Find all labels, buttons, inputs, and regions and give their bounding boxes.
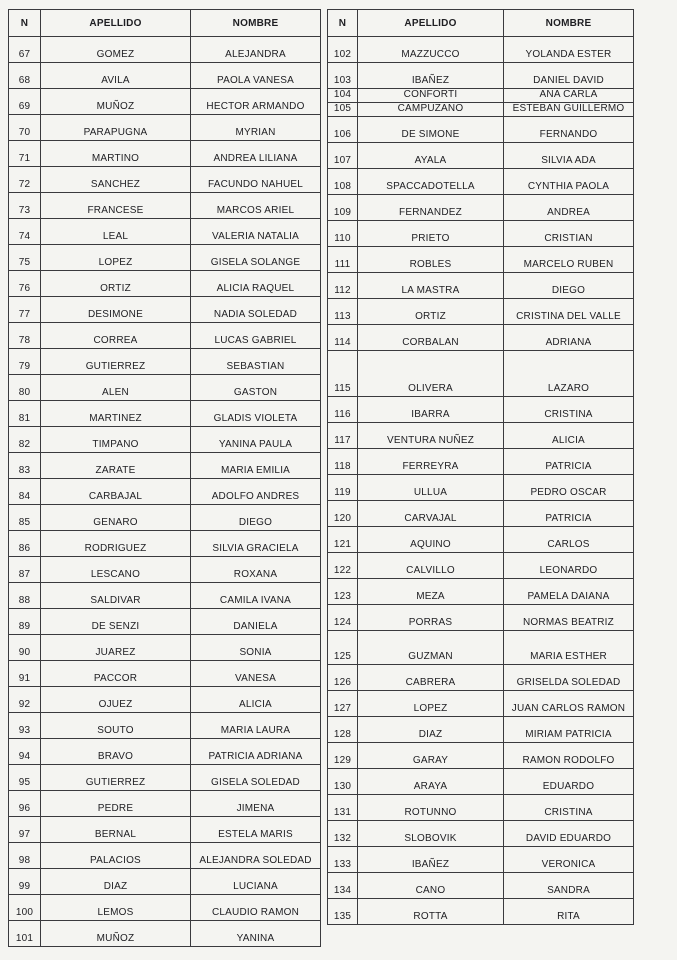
row-nombre: ADRIANA (504, 325, 634, 351)
row-apellido: DE SIMONE (358, 117, 504, 143)
row-nombre: LEONARDO (504, 553, 634, 579)
row-apellido: ROTTA (358, 899, 504, 925)
row-apellido: DIAZ (358, 717, 504, 743)
table-row (9, 869, 321, 895)
table-row (328, 273, 634, 299)
row-number: 88 (9, 583, 41, 609)
row-number: 101 (9, 921, 41, 947)
left-table (8, 9, 321, 947)
row-number: 79 (9, 349, 41, 375)
table-row (328, 717, 634, 743)
left-table-body (9, 37, 321, 947)
row-number: 72 (9, 167, 41, 193)
header-row (328, 10, 634, 37)
row-nombre: ALICIA RAQUEL (191, 271, 321, 297)
row-apellido: AYALA (358, 143, 504, 169)
row-nombre: PATRICIA (504, 449, 634, 475)
row-apellido: MEZA (358, 579, 504, 605)
row-number: 119 (328, 475, 358, 501)
table-row (9, 557, 321, 583)
row-apellido: CORBALAN (358, 325, 504, 351)
table-row (9, 63, 321, 89)
row-nombre: GRISELDA SOLEDAD (504, 665, 634, 691)
table-row (328, 821, 634, 847)
row-number: 113 (328, 299, 358, 325)
table-row (9, 219, 321, 245)
row-nombre: NORMAS BEATRIZ (504, 605, 634, 631)
row-nombre: DAVID EDUARDO (504, 821, 634, 847)
row-number: 114 (328, 325, 358, 351)
row-apellido: BERNAL (41, 817, 191, 843)
row-number: 98 (9, 843, 41, 869)
table-row (9, 89, 321, 115)
row-apellido: LOPEZ (358, 691, 504, 717)
row-number: 85 (9, 505, 41, 531)
row-nombre: YANINA (191, 921, 321, 947)
row-apellido: SANCHEZ (41, 167, 191, 193)
row-apellido: ORTIZ (358, 299, 504, 325)
row-apellido: IBARRA (358, 397, 504, 423)
table-row (328, 899, 634, 925)
table-row (328, 143, 634, 169)
row-number: 71 (9, 141, 41, 167)
row-number: 112 (328, 273, 358, 299)
row-nombre: GLADIS VIOLETA (191, 401, 321, 427)
row-nombre: MIRIAM PATRICIA (504, 717, 634, 743)
table-row (328, 221, 634, 247)
row-apellido: OJUEZ (41, 687, 191, 713)
row-number: 115 (328, 351, 358, 397)
row-nombre: PAOLA VANESA (191, 63, 321, 89)
row-nombre: GISELA SOLEDAD (191, 765, 321, 791)
row-apellido: CORREA (41, 323, 191, 349)
row-nombre: VERONICA (504, 847, 634, 873)
table-row (9, 583, 321, 609)
row-nombre: ANDREA LILIANA (191, 141, 321, 167)
row-nombre: ALEJANDRA (191, 37, 321, 63)
row-nombre: GASTON (191, 375, 321, 401)
row-nombre: YANINA PAULA (191, 427, 321, 453)
row-number: 69 (9, 89, 41, 115)
row-nombre: RAMON RODOLFO (504, 743, 634, 769)
row-number: 133 (328, 847, 358, 873)
table-row (9, 739, 321, 765)
row-number: 106 (328, 117, 358, 143)
row-apellido: GENARO (41, 505, 191, 531)
row-apellido: MARTINO (41, 141, 191, 167)
row-apellido: ALEN (41, 375, 191, 401)
row-number: 116 (328, 397, 358, 423)
row-nombre: PATRICIA ADRIANA (191, 739, 321, 765)
row-number: 123 (328, 579, 358, 605)
row-number: 129 (328, 743, 358, 769)
table-row (328, 247, 634, 273)
row-number: 110 (328, 221, 358, 247)
row-apellido: CAMPUZANO (358, 103, 504, 117)
row-nombre: MARCELO RUBEN (504, 247, 634, 273)
table-row (328, 103, 634, 117)
table-row (328, 89, 634, 103)
row-nombre: SEBASTIAN (191, 349, 321, 375)
table-row (9, 635, 321, 661)
table-row (328, 527, 634, 553)
row-nombre: MARIA ESTHER (504, 631, 634, 665)
table-row (328, 195, 634, 221)
column-header-apellido: APELLIDO (358, 10, 504, 37)
row-number: 80 (9, 375, 41, 401)
row-apellido: PACCOR (41, 661, 191, 687)
row-apellido: CANO (358, 873, 504, 899)
table-row (9, 349, 321, 375)
row-number: 82 (9, 427, 41, 453)
table-row (9, 661, 321, 687)
row-number: 83 (9, 453, 41, 479)
row-apellido: CONFORTI (358, 89, 504, 103)
row-number: 94 (9, 739, 41, 765)
table-row (328, 691, 634, 717)
table-row (9, 297, 321, 323)
row-apellido: ULLUA (358, 475, 504, 501)
table-row (328, 873, 634, 899)
row-nombre: CRISTINA DEL VALLE (504, 299, 634, 325)
row-apellido: AVILA (41, 63, 191, 89)
row-apellido: GUTIERREZ (41, 765, 191, 791)
row-nombre: ADOLFO ANDRES (191, 479, 321, 505)
row-nombre: MARIA LAURA (191, 713, 321, 739)
row-number: 130 (328, 769, 358, 795)
row-number: 75 (9, 245, 41, 271)
row-nombre: CARLOS (504, 527, 634, 553)
row-number: 109 (328, 195, 358, 221)
row-number: 126 (328, 665, 358, 691)
table-row (9, 817, 321, 843)
row-number: 132 (328, 821, 358, 847)
table-row (9, 375, 321, 401)
table-row (328, 665, 634, 691)
row-nombre: YOLANDA ESTER (504, 37, 634, 63)
row-nombre: DANIELA (191, 609, 321, 635)
row-apellido: LEMOS (41, 895, 191, 921)
table-row (9, 193, 321, 219)
table-row (9, 921, 321, 947)
row-number: 120 (328, 501, 358, 527)
row-apellido: OLIVERA (358, 351, 504, 397)
table-row (9, 531, 321, 557)
table-row (9, 37, 321, 63)
row-apellido: JUAREZ (41, 635, 191, 661)
row-nombre: ALICIA (504, 423, 634, 449)
row-nombre: DIEGO (504, 273, 634, 299)
row-number: 93 (9, 713, 41, 739)
column-header-nombre: NOMBRE (191, 10, 321, 37)
table-row (328, 795, 634, 821)
table-row (328, 397, 634, 423)
table-row (328, 423, 634, 449)
row-nombre: RITA (504, 899, 634, 925)
column-header-n: N (328, 10, 358, 37)
row-apellido: SPACCADOTELLA (358, 169, 504, 195)
row-number: 122 (328, 553, 358, 579)
row-nombre: JIMENA (191, 791, 321, 817)
row-nombre: DIEGO (191, 505, 321, 531)
row-apellido: PARAPUGNA (41, 115, 191, 141)
row-apellido: MARTINEZ (41, 401, 191, 427)
table-row (328, 605, 634, 631)
table-row (328, 475, 634, 501)
row-number: 104 (328, 89, 358, 103)
table-row (328, 553, 634, 579)
row-number: 73 (9, 193, 41, 219)
row-apellido: LA MASTRA (358, 273, 504, 299)
table-row (328, 743, 634, 769)
row-nombre: CLAUDIO RAMON (191, 895, 321, 921)
table-row (9, 609, 321, 635)
table-row (9, 479, 321, 505)
row-apellido: LOPEZ (41, 245, 191, 271)
row-nombre: VALERIA NATALIA (191, 219, 321, 245)
table-row (9, 687, 321, 713)
row-nombre: FACUNDO NAHUEL (191, 167, 321, 193)
table-row (9, 167, 321, 193)
row-number: 70 (9, 115, 41, 141)
row-apellido: CABRERA (358, 665, 504, 691)
right-table (327, 9, 634, 925)
table-row (9, 115, 321, 141)
row-number: 134 (328, 873, 358, 899)
table-row (9, 141, 321, 167)
row-number: 102 (328, 37, 358, 63)
table-row (328, 579, 634, 605)
row-nombre: ESTELA MARIS (191, 817, 321, 843)
row-nombre: PATRICIA (504, 501, 634, 527)
row-nombre: HECTOR ARMANDO (191, 89, 321, 115)
table-row (328, 769, 634, 795)
table-row (328, 351, 634, 397)
row-nombre: FERNANDO (504, 117, 634, 143)
table-row (9, 765, 321, 791)
row-number: 78 (9, 323, 41, 349)
row-number: 89 (9, 609, 41, 635)
table-row (328, 631, 634, 665)
row-apellido: LESCANO (41, 557, 191, 583)
row-apellido: DIAZ (41, 869, 191, 895)
row-apellido: SOUTO (41, 713, 191, 739)
row-nombre: MARCOS ARIEL (191, 193, 321, 219)
row-number: 96 (9, 791, 41, 817)
row-apellido: FERNANDEZ (358, 195, 504, 221)
table-row (9, 895, 321, 921)
row-nombre: CRISTINA (504, 397, 634, 423)
row-nombre: ROXANA (191, 557, 321, 583)
row-nombre: ESTEBAN GUILLERMO (504, 103, 634, 117)
row-number: 87 (9, 557, 41, 583)
row-apellido: VENTURA NUÑEZ (358, 423, 504, 449)
column-header-apellido: APELLIDO (41, 10, 191, 37)
row-number: 117 (328, 423, 358, 449)
row-apellido: IBAÑEZ (358, 847, 504, 873)
table-row (9, 791, 321, 817)
row-nombre: ANA CARLA (504, 89, 634, 103)
row-number: 128 (328, 717, 358, 743)
row-nombre: ANDREA (504, 195, 634, 221)
row-number: 99 (9, 869, 41, 895)
row-apellido: ARAYA (358, 769, 504, 795)
row-nombre: EDUARDO (504, 769, 634, 795)
row-nombre: CRISTIAN (504, 221, 634, 247)
row-apellido: PALACIOS (41, 843, 191, 869)
row-number: 77 (9, 297, 41, 323)
row-apellido: IBAÑEZ (358, 63, 504, 89)
row-number: 68 (9, 63, 41, 89)
row-number: 127 (328, 691, 358, 717)
row-apellido: ROBLES (358, 247, 504, 273)
table-row (9, 245, 321, 271)
table-row (9, 323, 321, 349)
row-number: 108 (328, 169, 358, 195)
row-apellido: CALVILLO (358, 553, 504, 579)
row-nombre: NADIA SOLEDAD (191, 297, 321, 323)
row-number: 131 (328, 795, 358, 821)
row-number: 100 (9, 895, 41, 921)
row-nombre: GISELA SOLANGE (191, 245, 321, 271)
row-nombre: ALEJANDRA SOLEDAD (191, 843, 321, 869)
row-number: 105 (328, 103, 358, 117)
table-row (328, 501, 634, 527)
row-number: 81 (9, 401, 41, 427)
row-nombre: CYNTHIA PAOLA (504, 169, 634, 195)
row-nombre: LUCIANA (191, 869, 321, 895)
row-number: 76 (9, 271, 41, 297)
row-number: 91 (9, 661, 41, 687)
table-row (328, 117, 634, 143)
row-apellido: ORTIZ (41, 271, 191, 297)
row-number: 118 (328, 449, 358, 475)
row-nombre: DANIEL DAVID (504, 63, 634, 89)
row-apellido: FRANCESE (41, 193, 191, 219)
column-header-n: N (9, 10, 41, 37)
header-row (9, 10, 321, 37)
table-row (9, 453, 321, 479)
table-row (328, 169, 634, 195)
row-apellido: TIMPANO (41, 427, 191, 453)
row-apellido: PORRAS (358, 605, 504, 631)
row-apellido: CARBAJAL (41, 479, 191, 505)
row-number: 121 (328, 527, 358, 553)
row-apellido: FERREYRA (358, 449, 504, 475)
row-apellido: MUÑOZ (41, 921, 191, 947)
row-apellido: LEAL (41, 219, 191, 245)
row-nombre: SILVIA GRACIELA (191, 531, 321, 557)
table-row (328, 63, 634, 89)
row-number: 103 (328, 63, 358, 89)
row-apellido: DE SENZI (41, 609, 191, 635)
row-apellido: SALDIVAR (41, 583, 191, 609)
row-nombre: CRISTINA (504, 795, 634, 821)
row-apellido: MAZZUCCO (358, 37, 504, 63)
table-row (9, 505, 321, 531)
row-apellido: PEDRE (41, 791, 191, 817)
table-row (9, 401, 321, 427)
row-nombre: SANDRA (504, 873, 634, 899)
row-apellido: AQUINO (358, 527, 504, 553)
row-number: 92 (9, 687, 41, 713)
row-number: 125 (328, 631, 358, 665)
table-row (328, 299, 634, 325)
row-apellido: DESIMONE (41, 297, 191, 323)
table-row (328, 449, 634, 475)
row-apellido: SLOBOVIK (358, 821, 504, 847)
row-nombre: PAMELA DAIANA (504, 579, 634, 605)
row-apellido: ROTUNNO (358, 795, 504, 821)
row-number: 86 (9, 531, 41, 557)
row-number: 124 (328, 605, 358, 631)
row-number: 111 (328, 247, 358, 273)
row-apellido: MUÑOZ (41, 89, 191, 115)
table-row (9, 271, 321, 297)
row-apellido: GOMEZ (41, 37, 191, 63)
row-number: 95 (9, 765, 41, 791)
row-nombre: MYRIAN (191, 115, 321, 141)
row-nombre: CAMILA IVANA (191, 583, 321, 609)
row-number: 74 (9, 219, 41, 245)
row-number: 84 (9, 479, 41, 505)
row-number: 107 (328, 143, 358, 169)
table-row (328, 847, 634, 873)
row-nombre: ALICIA (191, 687, 321, 713)
table-row (328, 325, 634, 351)
row-nombre: VANESA (191, 661, 321, 687)
row-apellido: CARVAJAL (358, 501, 504, 527)
row-apellido: ZARATE (41, 453, 191, 479)
row-nombre: PEDRO OSCAR (504, 475, 634, 501)
row-number: 135 (328, 899, 358, 925)
row-apellido: BRAVO (41, 739, 191, 765)
row-apellido: PRIETO (358, 221, 504, 247)
row-number: 90 (9, 635, 41, 661)
row-apellido: GUZMAN (358, 631, 504, 665)
row-nombre: JUAN CARLOS RAMON (504, 691, 634, 717)
table-row (9, 427, 321, 453)
row-apellido: GARAY (358, 743, 504, 769)
row-nombre: SILVIA ADA (504, 143, 634, 169)
row-number: 67 (9, 37, 41, 63)
row-apellido: GUTIERREZ (41, 349, 191, 375)
row-nombre: LAZARO (504, 351, 634, 397)
row-nombre: MARIA EMILIA (191, 453, 321, 479)
table-row (9, 713, 321, 739)
row-nombre: LUCAS GABRIEL (191, 323, 321, 349)
table-row (9, 843, 321, 869)
right-table-body (328, 37, 634, 925)
table-row (328, 37, 634, 63)
column-header-nombre: NOMBRE (504, 10, 634, 37)
row-nombre: SONIA (191, 635, 321, 661)
row-apellido: RODRIGUEZ (41, 531, 191, 557)
row-number: 97 (9, 817, 41, 843)
